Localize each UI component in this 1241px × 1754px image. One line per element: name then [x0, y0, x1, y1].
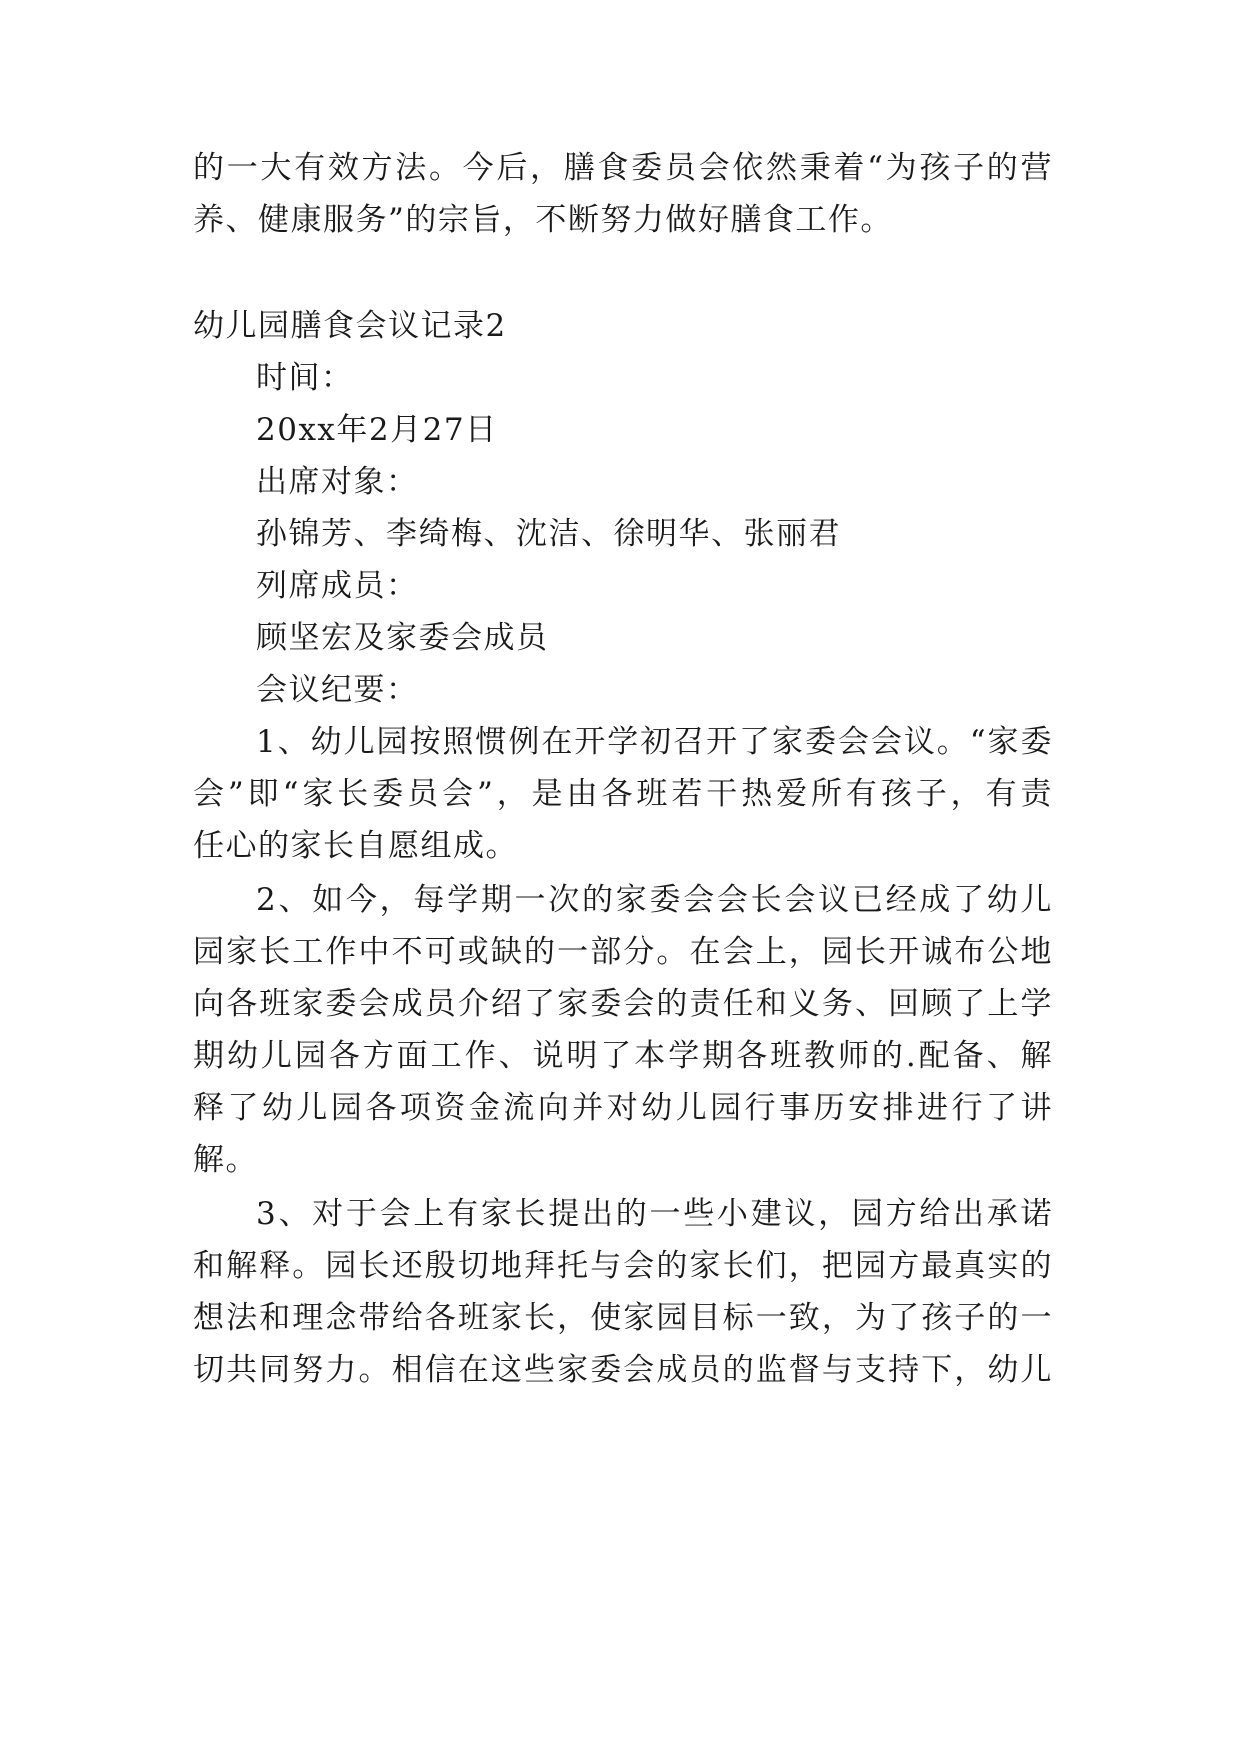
- intro-line-1: 的一大有效方法。今后，膳食委员会依然秉着“为孩子的营: [193, 150, 1053, 186]
- item-1-line-2: 会”即“家长委员会”，是由各班若干热爱所有孩子，有责: [193, 776, 1053, 812]
- item-3-line-1: 3、对于会上有家长提出的一些小建议，园方给出承诺: [256, 1196, 1053, 1232]
- attendees-label: 出席对象：: [256, 464, 419, 500]
- section-title: 幼儿园膳食会议记录2: [193, 308, 507, 344]
- item-2-line-1: 2、如今，每学期一次的家委会会长会议已经成了幼儿: [256, 882, 1053, 918]
- item-3-line-4: 切共同努力。相信在这些家委会成员的监督与支持下，幼儿: [193, 1352, 1053, 1388]
- item-2-line-2: 园家长工作中不可或缺的一部分。在会上，园长开诚布公地: [193, 934, 1053, 970]
- item-2-line-3: 向各班家委会成员介绍了家委会的责任和义务、回顾了上学: [193, 986, 1053, 1022]
- item-3-line-2: 和解释。园长还殷切地拜托与会的家长们，把园方最真实的: [193, 1248, 1053, 1284]
- observers-label: 列席成员：: [256, 568, 419, 604]
- observers-value: 顾坚宏及家委会成员: [256, 620, 549, 656]
- attendees-value: 孙锦芳、李绮梅、沈洁、徐明华、张丽君: [256, 516, 841, 552]
- item-1-line-1: 1、幼儿园按照惯例在开学初召开了家委会会议。“家委: [256, 724, 1053, 760]
- item-3-line-3: 想法和理念带给各班家长，使家园目标一致，为了孩子的一: [193, 1300, 1053, 1336]
- item-1-line-3: 任心的家长自愿组成。: [193, 828, 518, 864]
- item-2-line-5: 释了幼儿园各项资金流向并对幼儿园行事历安排进行了讲: [193, 1090, 1053, 1126]
- minutes-label: 会议纪要：: [256, 672, 419, 708]
- time-value: 20xx年2月27日: [256, 412, 498, 448]
- intro-line-2: 养、健康服务”的宗旨，不断努力做好膳食工作。: [193, 202, 893, 238]
- time-label: 时间：: [256, 360, 354, 396]
- item-2-line-4: 期幼儿园各方面工作、说明了本学期各班教师的.配备、解: [193, 1038, 1053, 1074]
- item-2-line-6: 解。: [193, 1142, 258, 1178]
